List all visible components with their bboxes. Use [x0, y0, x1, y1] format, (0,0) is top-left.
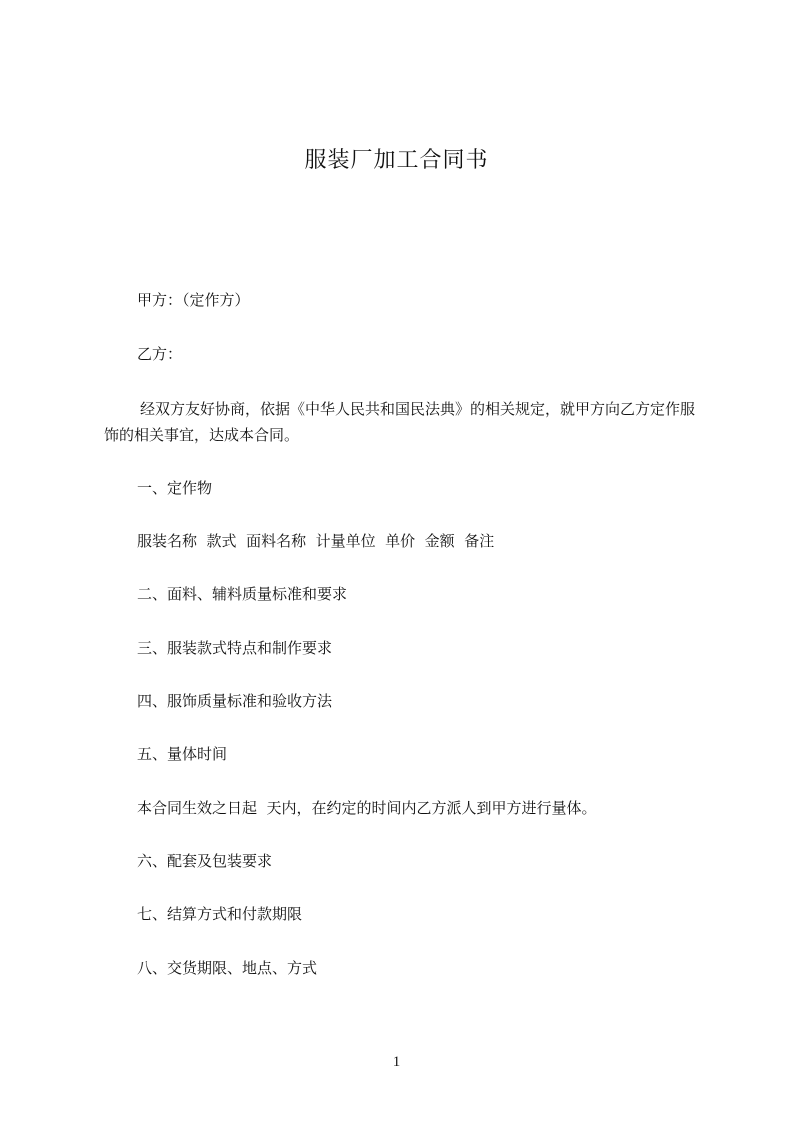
- section-8-heading: 八、交货期限、地点、方式: [137, 959, 318, 977]
- party-a-line: 甲方：（定作方）: [137, 291, 250, 309]
- section-5-heading: 五、量体时间: [137, 745, 228, 763]
- section-6-heading: 六、配套及包装要求: [137, 852, 273, 870]
- intro-paragraph: 经双方友好协商，依据《中华人民共和国民法典》的相关规定，就甲方向乙方定作服饰的相关事宜，达成本合同。: [104, 400, 696, 444]
- party-b-line: 乙方：: [137, 345, 183, 363]
- section-4-heading: 四、服饰质量标准和验收方法: [137, 692, 333, 710]
- page-number: 1: [392, 1054, 401, 1070]
- document-title: 服装厂加工合同书: [304, 148, 489, 173]
- item-table-header: 服装名称 款式 面料名称 计量单位 单价 金额 备注: [137, 532, 495, 550]
- section-2-heading: 二、面料、辅料质量标准和要求: [137, 585, 348, 603]
- section-7-heading: 七、结算方式和付款期限: [137, 905, 303, 923]
- section-5-body: 本合同生效之日起 天内，在约定的时间内乙方派人到甲方进行量体。: [137, 799, 597, 817]
- section-1-heading: 一、定作物: [137, 479, 213, 497]
- section-3-heading: 三、服装款式特点和制作要求: [137, 639, 333, 657]
